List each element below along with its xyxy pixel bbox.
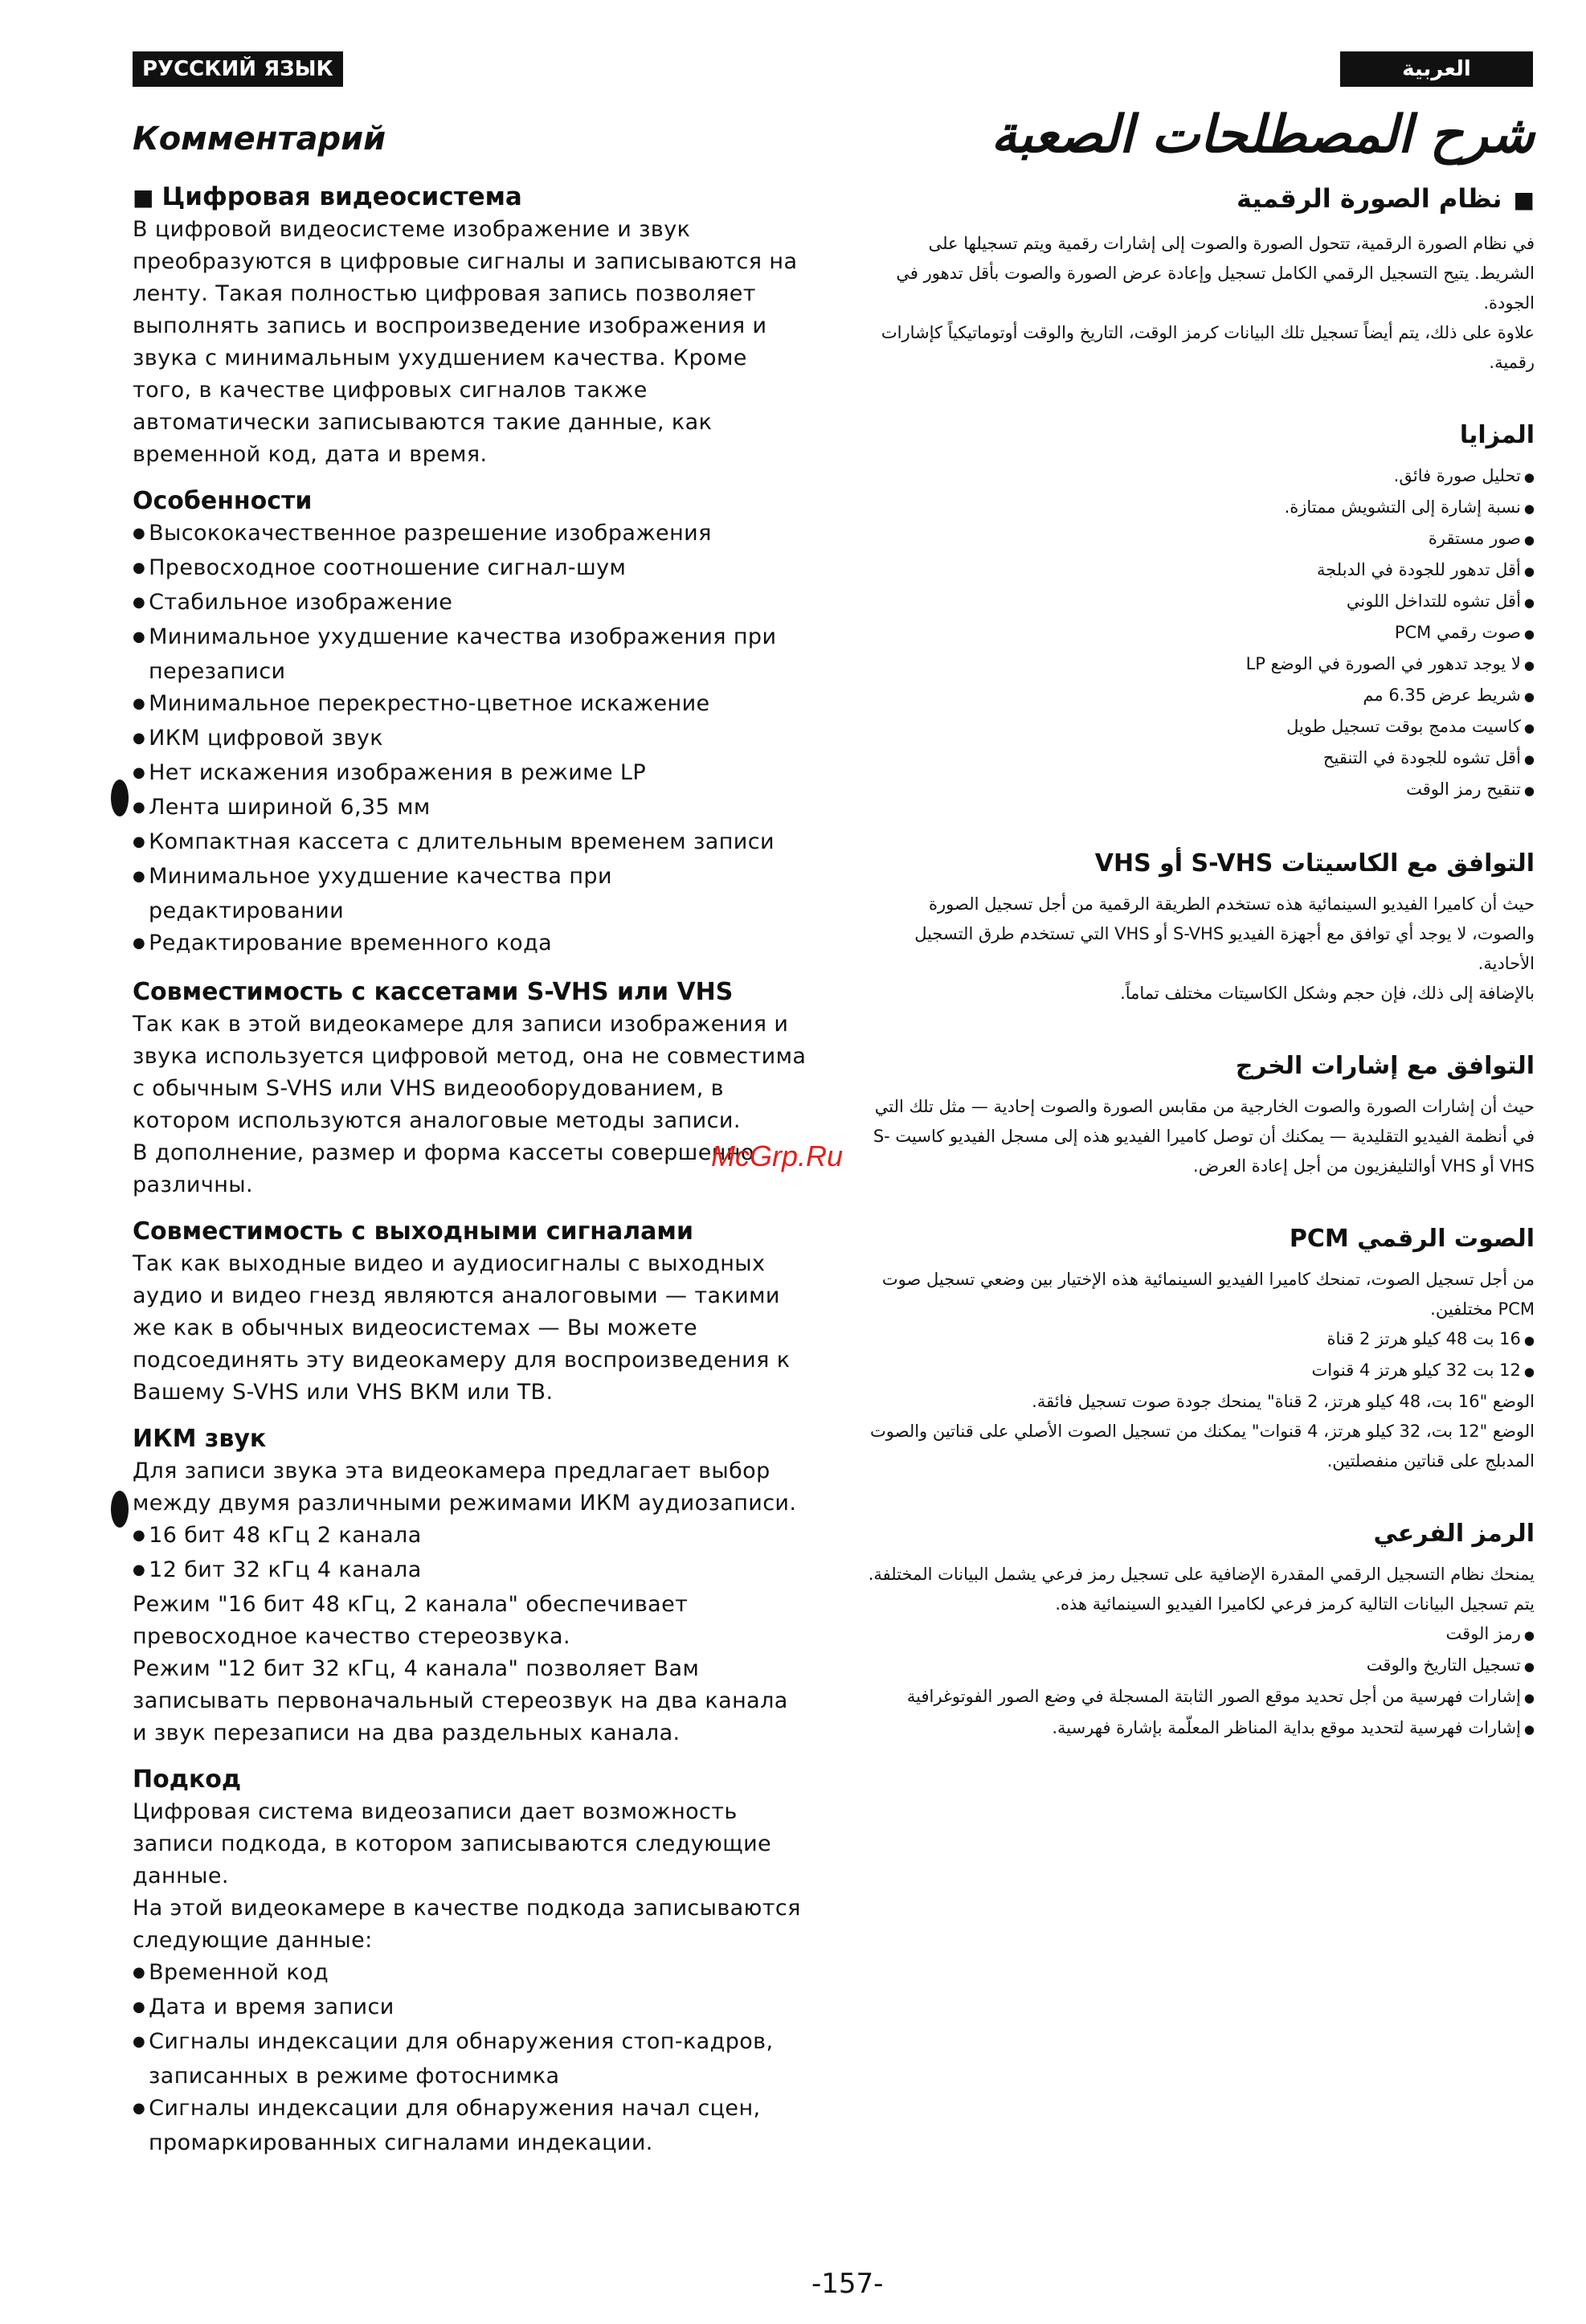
watermark-text: McGrp.Ru	[711, 1139, 844, 1172]
arabic-column	[868, 181, 1535, 1745]
ru-section-heading-pcm: ИКМ звук	[133, 1425, 267, 1453]
list-item: ● ИКМ цифровой звук	[133, 722, 807, 757]
ar-paragraph: حيث أن كاميرا الفيديو السينمائية هذه تستخدم الطريقة الرقمية من أجل تسجيل الصورة والصوت، لا يوجد أي توافق مع أجهزة الفيديو S-VHS أو VHS التي تستخدم طرق التسجيل الأحادية.	[914, 894, 1535, 973]
ar-paragraph: في نظام الصورة الرقمية، تتحول الصورة والصوت إلى إشارات رقمية ويتم تسجيلها على الشريط. يتيح التسجيل الرقمي الكامل تسجيل وإعادة عرض الصورة والصوت بأقل تدهور في الجودة.	[896, 234, 1535, 313]
list-item: ● Стабильное изображение	[133, 587, 807, 621]
punch-hole-mark	[111, 1491, 129, 1528]
ru-paragraph: Для записи звука эта видеокамера предлагает выбор между двумя различными режимами ИКМ аудиозаписи.	[133, 1459, 797, 1516]
list-item: ● تحليل صورة فائق.	[868, 461, 1535, 493]
list-item: ● Редактирование временного кода	[133, 927, 807, 962]
list-item: ● Дата и время записи	[133, 1991, 807, 2026]
list-item: ● 12 бит 32 кГц 4 канала	[133, 1554, 807, 1589]
ru-section-heading-output-compat: Совместимость с выходными сигналами	[133, 1217, 693, 1246]
ar-section-heading-output-compat: التوافق مع إشارات الخرج	[1235, 1052, 1535, 1080]
list-item: ● Минимальное ухудшение качества изображения при перезаписи	[133, 621, 807, 688]
ar-paragraph: حيث أن إشارات الصورة والصوت الخارجية من مقابس الصورة والصوت إحادية — مثل تلك التي في أنظمة الفيديو التقليدية — يمكنك أن توصل كاميرا الفيديو هذه إلى مسجل الفيديو كاسيت S-VHS أو VHS أوالتليفزيون من أجل إعادة العرض.	[873, 1097, 1535, 1176]
list-item: ● Сигналы индексации для обнаружения стоп-кадров, записанных в режиме фотоснимка	[133, 2026, 807, 2093]
language-tag-arabic: العربية	[1340, 51, 1533, 87]
list-item: ● كاسيت مدمج بوقت تسجيل طويل	[868, 712, 1535, 743]
ru-features-list	[133, 518, 807, 962]
list-item: ● Сигналы индексации для обнаружения начал сцен, промаркированных сигналами индекации.	[133, 2093, 807, 2159]
ru-section-heading-svhs-compat: Совместимость с кассетами S-VHS или VHS	[133, 978, 734, 1006]
list-item: ● نسبة إشارة إلى التشويش ممتازة.	[868, 493, 1535, 524]
list-item: ● أقل تدهور للجودة في الدبلجة	[868, 555, 1535, 587]
language-tag-russian: РУССКИЙ ЯЗЫК	[133, 51, 343, 87]
ar-subcode-list	[868, 1619, 1535, 1745]
list-item: ● إشارات فهرسية لتحديد موقع بداية المناظر المعلّمة بإشارة فهرسية.	[868, 1713, 1535, 1745]
ar-paragraph: يتم تسجيل البيانات التالية كرمز فرعي لكاميرا الفيديو السينمائية هذه.	[1055, 1594, 1535, 1614]
list-item: ● أقل تشوه للتداخل اللوني	[868, 587, 1535, 618]
page-title-arabic: شرح المصطلحات الصعبة	[991, 104, 1535, 165]
ar-features-list	[868, 461, 1535, 806]
russian-column	[133, 181, 807, 2159]
ru-section-heading-features: Особенности	[133, 487, 313, 515]
ar-paragraph: يمنحك نظام التسجيل الرقمي المقدرة الإضافية على تسجيل رمز فرعي يشمل البيانات المختلفة.	[868, 1565, 1535, 1584]
ru-paragraph: Так как в этой видеокамере для записи изображения и звука используется цифровой метод, она не совместима с обычным S-VHS или VHS видеооборудованием, в котором используются аналоговые методы записи.	[133, 1012, 807, 1133]
ar-paragraph: بالإضافة إلى ذلك، فإن حجم وشكل الكاسيتات مختلف تماماً.	[1120, 984, 1535, 1003]
list-item: ● 16 бит 48 кГц 2 канала	[133, 1520, 807, 1554]
ar-paragraph: الوضع "16 بت، 48 كيلو هرتز، 2 قناة" يمنحك جودة صوت تسجيل فائقة.	[1032, 1392, 1535, 1411]
list-item: ● Минимальное ухудшение качества при редактировании	[133, 861, 807, 927]
list-item: ● Нет искажения изображения в режиме LP	[133, 757, 807, 792]
ru-paragraph: Режим "12 бит 32 кГц, 4 канала" позволяет Вам записывать первоначальный стереозвук на два канала и звук перезаписи на два раздельных канала.	[133, 1656, 788, 1745]
list-item: ● تنقيح رمز الوقت	[868, 775, 1535, 806]
list-item: ● رمز الوقت	[868, 1619, 1535, 1651]
list-item: ● Превосходное соотношение сигнал-шум	[133, 552, 807, 587]
list-item: ● تسجيل التاريخ والوقت	[868, 1651, 1535, 1682]
list-item: ● 12 بت 32 كيلو هرتز 4 قنوات	[868, 1356, 1535, 1387]
list-item: ● شريط عرض 6.35 مم	[868, 681, 1535, 712]
ar-section-heading-subcode: الرمز الفرعي	[1373, 1520, 1535, 1548]
ru-paragraph: В дополнение, размер и форма кассеты совершенно различны.	[133, 1140, 754, 1197]
ar-paragraph: الوضع "12 بت، 32 كيلو هرتز، 4 قنوات" يمكنك من تسجيل الصوت الأصلي على قناتين والصوت المدبلج على قناتين منفصلتين.	[869, 1422, 1535, 1471]
ru-paragraph: Режим "16 бит 48 кГц, 2 канала" обеспечивает превосходное качество стереозвука.	[133, 1592, 689, 1649]
ru-subcode-list	[133, 1957, 807, 2159]
list-item: ● Компактная кассета с длительным временем записи	[133, 826, 807, 861]
ar-pcm-list	[868, 1324, 1535, 1387]
ar-paragraph: من أجل تسجيل الصوت، تمنحك كاميرا الفيديو السينمائية هذه الإختيار بين وضعي تسجيل صوت PCM مختلفين.	[881, 1270, 1535, 1319]
list-item: ● Лента шириной 6,35 мм	[133, 792, 807, 826]
ru-paragraph: Так как выходные видео и аудиосигналы с выходных аудио и видео гнезд являются аналоговыми — такими же как в обычных видеосистемах — Вы можете подсоединять эту видеокамеру для воспроизведения к Вашему S-VHS или VHS ВКМ или ТВ.	[133, 1251, 791, 1405]
ru-section-heading-subcode: Подкод	[133, 1766, 242, 1794]
list-item: ● Временной код	[133, 1957, 807, 1991]
list-item: ● Минимальное перекрестно-цветное искажение	[133, 688, 807, 722]
ru-pcm-list	[133, 1520, 807, 1589]
ar-paragraph: علاوة على ذلك، يتم أيضاً تسجيل تلك البيانات كرمز الوقت، التاريخ والوقت أوتوماتيكياً كإشارات رقمية.	[881, 323, 1535, 372]
ar-section-heading-digital-system: ■ نظام الصورة الرقمية	[868, 181, 1535, 218]
list-item: ● إشارات فهرسية من أجل تحديد موقع الصور الثابتة المسجلة في وضع الصور الفوتوغرافية	[868, 1682, 1535, 1713]
page-number: -157-	[811, 2268, 884, 2300]
ru-paragraph: Цифровая система видеозаписи дает возможность записи подкода, в котором записываются следующие данные.	[133, 1799, 772, 1888]
ar-section-heading-pcm: الصوت الرقمي PCM	[1289, 1225, 1535, 1253]
ru-paragraph: На этой видеокамере в качестве подкода записываются следующие данные:	[133, 1896, 801, 1953]
list-item: ● أقل تشوه للجودة في التنقيح	[868, 743, 1535, 775]
list-item: ● صوت رقمي PCM	[868, 618, 1535, 649]
ar-section-heading-svhs-compat: التوافق مع الكاسيتات S-VHS أو VHS	[1094, 849, 1535, 878]
list-item: ● صور مستقرة	[868, 524, 1535, 555]
punch-hole-mark	[111, 779, 129, 816]
page-title-russian: Комментарий	[133, 121, 386, 158]
list-item: ● Высококачественное разрешение изображения	[133, 518, 807, 552]
ru-section-heading-digital-system: ■ Цифровая видеосистема	[133, 181, 807, 214]
ru-paragraph: В цифровой видеосистеме изображение и звук преобразуются в цифровые сигналы и записываются на ленту. Такая полностью цифровая запись позволяет выполнять запись и воспроизведение изображения и звука с минимальным ухудшением качества. Кроме того, в качестве цифровых сигналов также автоматически записываются такие данные, как временной код, дата и время.	[133, 217, 798, 467]
list-item: ● 16 بت 48 كيلو هرتز 2 قناة	[868, 1324, 1535, 1356]
list-item: ● لا يوجد تدهور في الصورة في الوضع LP	[868, 649, 1535, 681]
ar-section-heading-features: المزايا	[1459, 421, 1535, 449]
